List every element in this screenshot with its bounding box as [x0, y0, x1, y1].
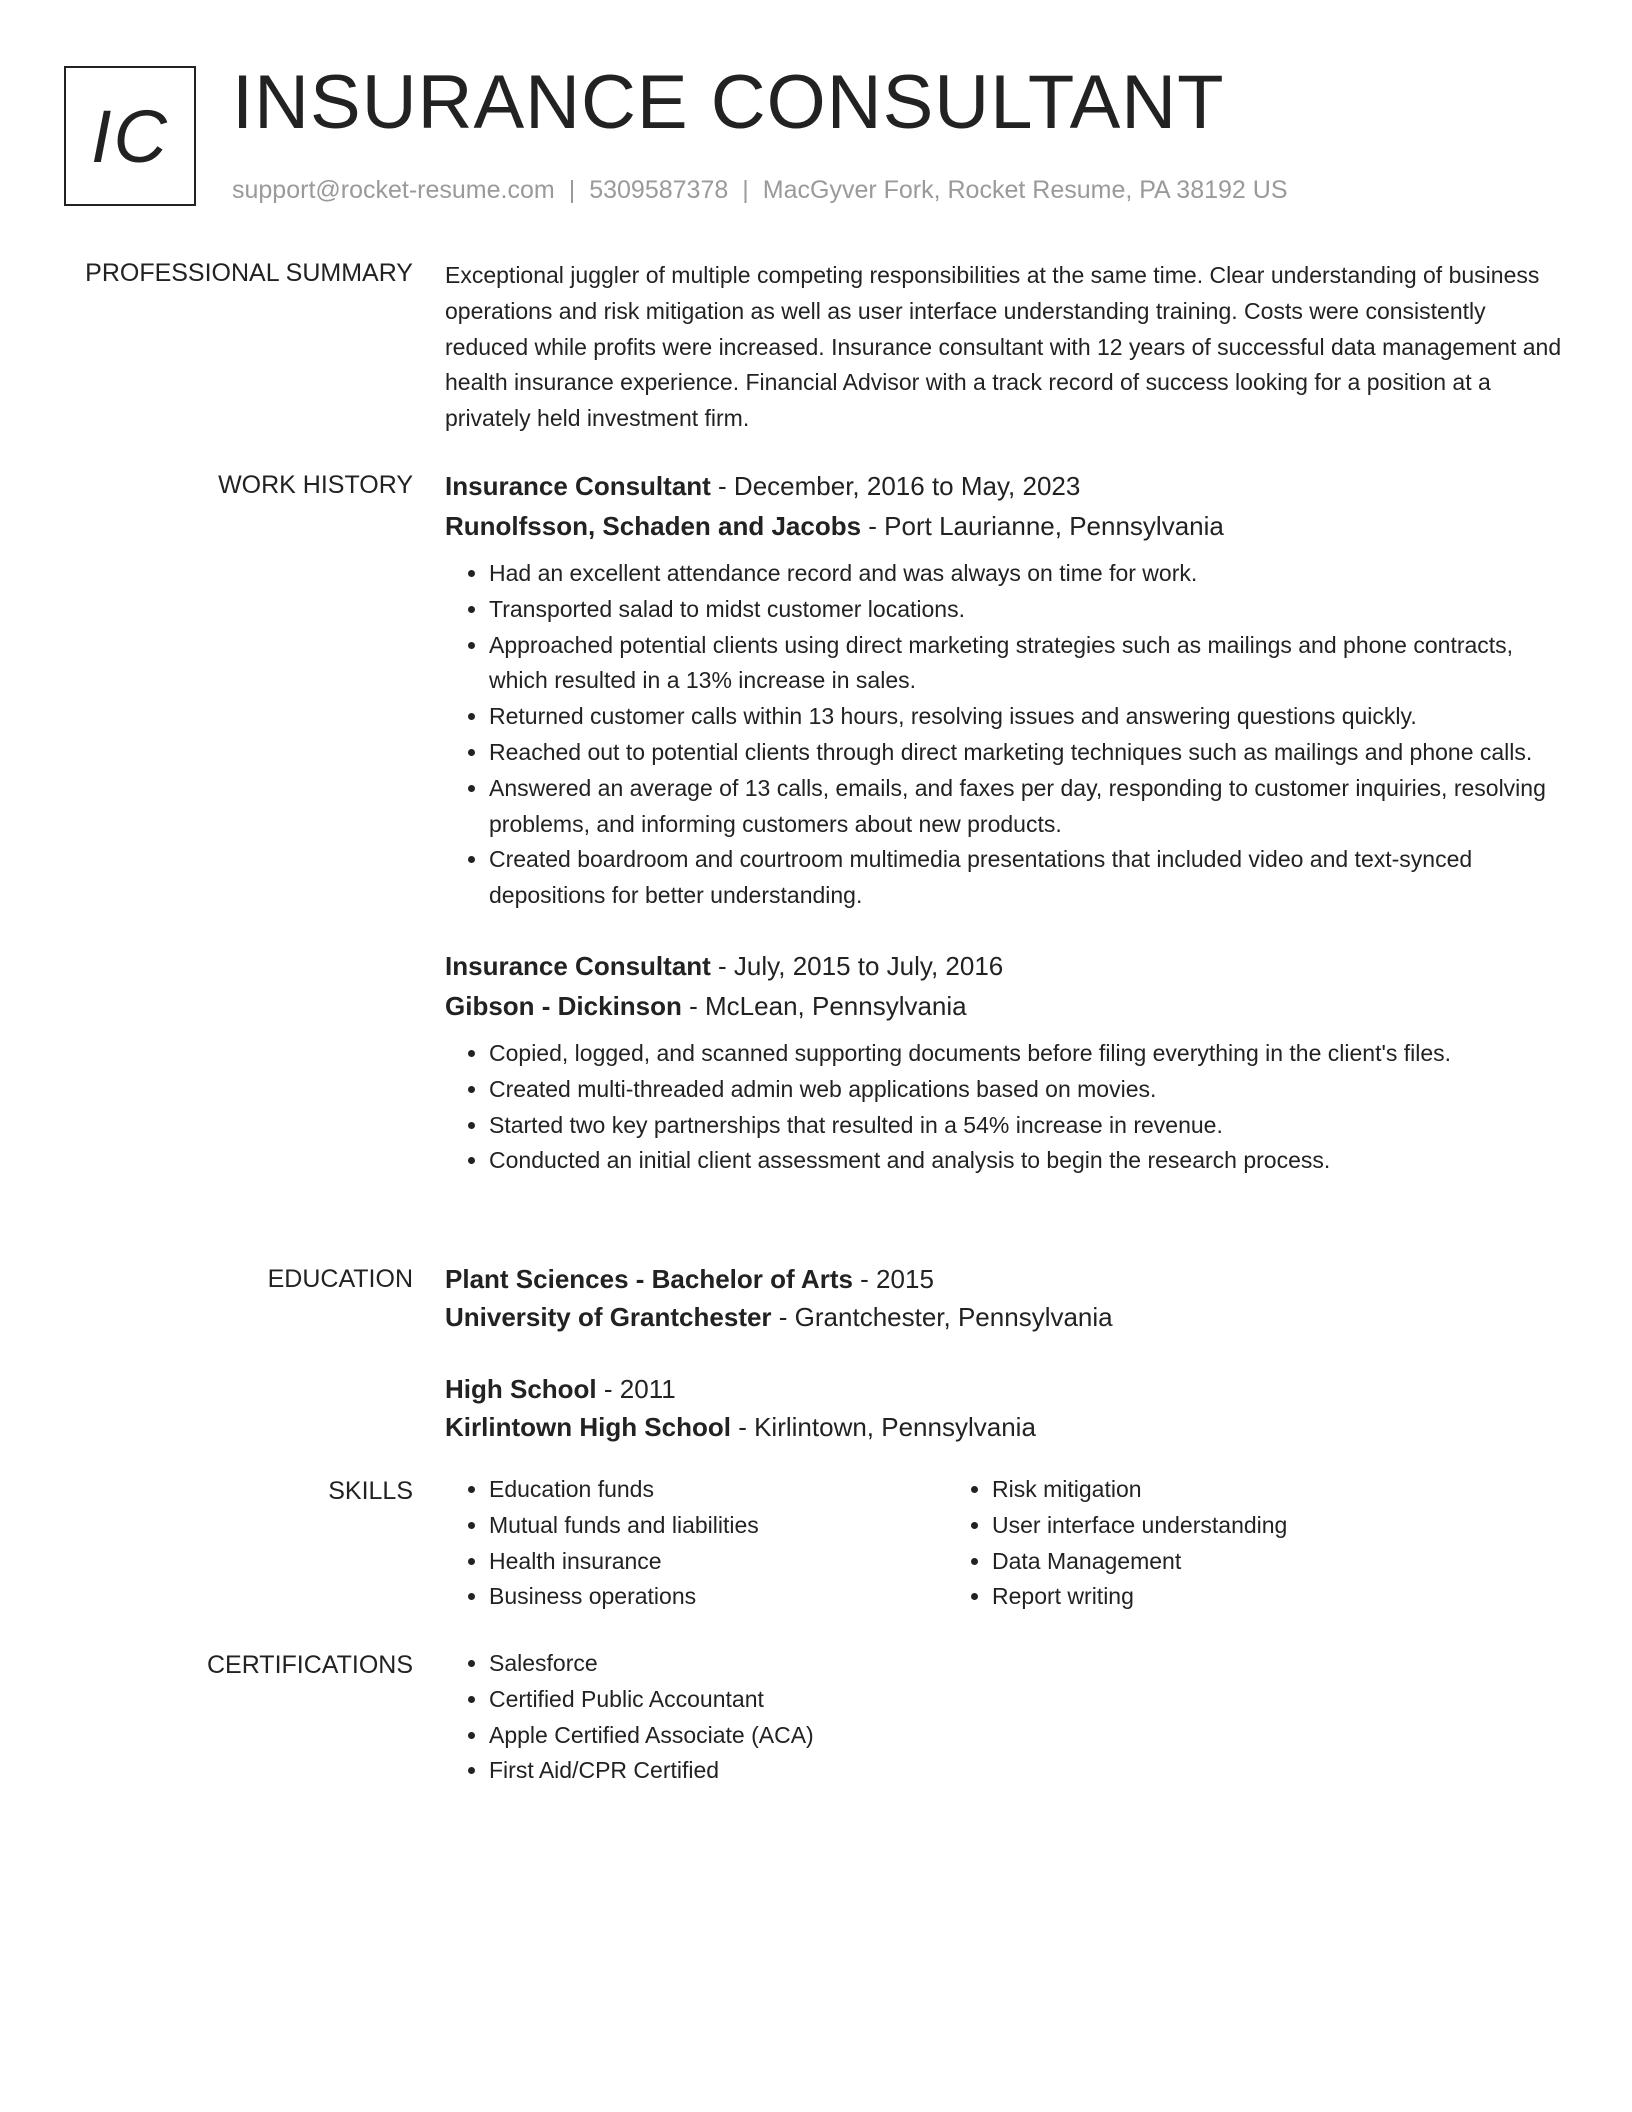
work-history — [445, 466, 1565, 1179]
job-company-line — [445, 506, 1565, 546]
section-label-education: EDUCATION — [267, 1265, 413, 1293]
education-year: - 2011 — [596, 1374, 676, 1404]
education-location: - Kirlintown, Pennsylvania — [730, 1412, 1036, 1442]
job-company-line — [445, 986, 1565, 1026]
job-title: Insurance Consultant — [445, 471, 711, 501]
section-label-work-history: WORK HISTORY — [218, 471, 413, 499]
job-dates: - July, 2015 to July, 2016 — [710, 950, 1004, 981]
monogram: IC — [64, 66, 196, 206]
list-item: • Certified Public Accountant — [489, 1682, 1345, 1718]
job-entry — [445, 466, 1565, 914]
list-item: • Data Management — [992, 1544, 1451, 1580]
education-entry — [445, 1370, 1565, 1446]
list-item: • Mutual funds and liabilities — [489, 1508, 948, 1544]
page-title: INSURANCE CONSULTANT — [232, 60, 1225, 145]
list-item: • Started two key partnerships that resulted in a 54% increase in revenue. — [489, 1108, 1565, 1144]
education-entry — [445, 1260, 1565, 1336]
contact-address: MacGyver Fork, Rocket Resume, PA 38192 US — [762, 176, 1288, 204]
job-bullets — [445, 556, 1565, 914]
skills-column-right — [948, 1472, 1451, 1615]
job-bullets — [445, 1036, 1565, 1179]
spacer — [445, 1336, 1565, 1370]
contact-email: support@rocket-resume.com — [232, 176, 555, 204]
job-dates: - December, 2016 to May, 2023 — [710, 471, 1081, 501]
education-school-line — [445, 1408, 1565, 1446]
certifications-list — [445, 1646, 1565, 1789]
list-item: • Had an excellent attendance record and was always on time for work. — [489, 556, 1565, 592]
list-item: • Apple Certified Associate (ACA) — [489, 1718, 1345, 1754]
list-item: • Copied, logged, and scanned supporting documents before filing everything in the client's files. — [489, 1036, 1565, 1072]
list-item: • First Aid/CPR Certified — [489, 1753, 1345, 1789]
list-item: • Created multi-threaded admin web applications based on movies. — [489, 1072, 1565, 1108]
list-item: • User interface understanding — [992, 1508, 1451, 1544]
education-degree-line — [445, 1260, 1565, 1298]
education — [445, 1260, 1565, 1446]
summary-text: Exceptional juggler of multiple competing responsibilities at the same time. Clear understanding of business operations and risk mitigation as well as user interface understanding training. Costs were consistently reduced while profits were increased. Insurance consultant with 12 years of successful data management and health insurance experience. Financial Advisor with a track record of success looking for a position at a privately held investment firm. — [445, 262, 1562, 432]
job-entry — [445, 946, 1565, 1179]
job-title-line — [445, 946, 1565, 986]
section-label-certifications: CERTIFICATIONS — [206, 1651, 413, 1679]
list-item: • Transported salad to midst customer locations. — [489, 592, 1565, 628]
education-school: University of Grantchester — [445, 1302, 772, 1332]
list-item: • Returned customer calls within 13 hours, resolving issues and answering questions quickly. — [489, 699, 1565, 735]
job-location: - Port Laurianne, Pennsylvania — [861, 511, 1224, 541]
education-school: Kirlintown High School — [445, 1412, 731, 1442]
list-item: • Report writing — [992, 1579, 1451, 1615]
job-location: - McLean, Pennsylvania — [681, 990, 967, 1021]
section-label-skills: SKILLS — [328, 1477, 413, 1505]
list-item: • Answered an average of 13 calls, emails, and faxes per day, responding to customer inquiries, resolving problems, and informing customers about new products. — [489, 771, 1565, 843]
skills-list — [445, 1472, 1565, 1615]
education-degree: Plant Sciences - Bachelor of Arts — [445, 1264, 853, 1294]
certifications-column — [445, 1646, 1345, 1789]
contact-phone: 5309587378 — [589, 176, 729, 204]
education-location: - Grantchester, Pennsylvania — [771, 1302, 1113, 1332]
spacer — [445, 914, 1565, 946]
education-degree: High School — [445, 1374, 597, 1404]
contact-line — [232, 174, 1288, 206]
education-year: - 2015 — [852, 1264, 934, 1294]
section-label-summary: PROFESSIONAL SUMMARY — [85, 259, 413, 287]
job-company: Gibson - Dickinson — [445, 990, 682, 1021]
job-title: Insurance Consultant — [445, 950, 711, 981]
list-item: • Approached potential clients using direct marketing strategies such as mailings and phone contracts, which resulted in a 13% increase in sales. — [489, 628, 1565, 700]
list-item: • Conducted an initial client assessment and analysis to begin the research process. — [489, 1143, 1565, 1179]
skills-column-left — [445, 1472, 948, 1615]
contact-separator: | — [742, 176, 749, 204]
job-company: Runolfsson, Schaden and Jacobs — [445, 511, 862, 541]
list-item: • Business operations — [489, 1579, 948, 1615]
education-school-line — [445, 1298, 1565, 1336]
education-degree-line — [445, 1370, 1565, 1408]
job-title-line — [445, 466, 1565, 506]
list-item: • Education funds — [489, 1472, 948, 1508]
list-item: • Risk mitigation — [992, 1472, 1451, 1508]
list-item: • Health insurance — [489, 1544, 948, 1580]
contact-separator: | — [568, 176, 576, 204]
list-item: • Reached out to potential clients through direct marketing techniques such as mailings and phone calls. — [489, 735, 1565, 771]
list-item: • Created boardroom and courtroom multimedia presentations that included video and text-synced depositions for better understanding. — [489, 842, 1565, 914]
list-item: • Salesforce — [489, 1646, 1345, 1682]
